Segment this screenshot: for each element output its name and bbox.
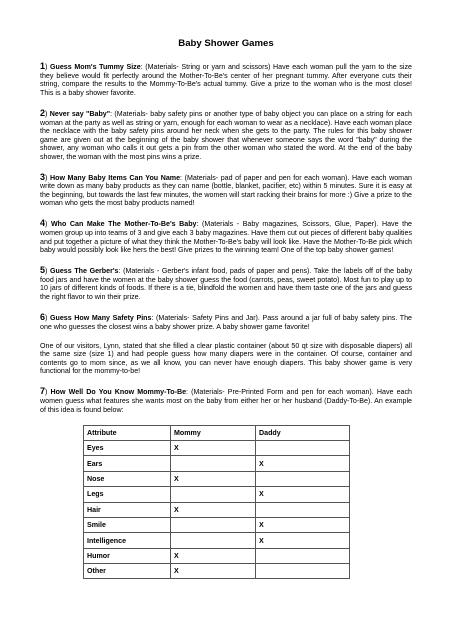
game-6 bbox=[40, 312, 412, 331]
game-heading: Who Can Make The Mother-To-Be's Baby bbox=[50, 220, 197, 229]
daddy-cell bbox=[256, 440, 350, 455]
attribute-cell: Eyes bbox=[84, 440, 171, 455]
daddy-cell: X bbox=[256, 517, 350, 532]
header-daddy: Daddy bbox=[256, 425, 350, 440]
attribute-cell: Legs bbox=[84, 487, 171, 502]
attribute-cell: Intelligence bbox=[84, 533, 171, 548]
attribute-cell: Other bbox=[84, 564, 171, 579]
table-row bbox=[84, 533, 350, 548]
game-body: : (Materials - Baby magazines, Scissors, Glue, Paper). Have the women group up into teams of 3 and give each 3 baby magazines. Have them cut out pieces of different baby qualities and put together a picture of what they think the Mother-To-Be's baby will look like. Have the Mother-To-Be pick which baby would possibly look like hers the best! Give prizes to the winning team! One of the top baby shower games! bbox=[40, 220, 412, 255]
mommy-cell bbox=[171, 487, 256, 502]
daddy-cell: X bbox=[256, 487, 350, 502]
game-body: : (Materials- Pre-Printed Form and pen for each woman). Have each women guess what features she wants most on the baby from either her or her husband (Daddy-To-Be). An example of this idea is found below: bbox=[40, 388, 412, 414]
game-7 bbox=[40, 386, 412, 414]
game-number-suffix: ) bbox=[45, 220, 51, 229]
daddy-cell bbox=[256, 502, 350, 517]
table-row bbox=[84, 502, 350, 517]
mommy-cell bbox=[171, 533, 256, 548]
daddy-cell bbox=[256, 471, 350, 486]
game-number-suffix: ) bbox=[45, 109, 50, 118]
table-row bbox=[84, 440, 350, 455]
game-number-suffix: ) bbox=[45, 267, 51, 276]
game-heading: Guess Mom's Tummy Size bbox=[50, 63, 141, 71]
game-number: 5 bbox=[40, 265, 46, 276]
game-number-suffix: ) bbox=[45, 388, 51, 397]
game-number: 2 bbox=[40, 107, 46, 118]
game-heading: How Many Baby Items Can You Name bbox=[49, 173, 181, 182]
game-number-suffix: ) bbox=[45, 63, 51, 71]
mommy-cell: X bbox=[171, 440, 256, 455]
game-1 bbox=[40, 61, 412, 97]
header-attribute: Attribute bbox=[84, 425, 171, 440]
table-row bbox=[84, 564, 350, 579]
game-heading: How Well Do You Know Mommy-To-Be bbox=[50, 388, 187, 397]
game-number: 1 bbox=[40, 61, 46, 71]
game-heading: Never say "Baby" bbox=[49, 109, 111, 118]
game-5 bbox=[40, 265, 412, 301]
game-3 bbox=[40, 172, 412, 208]
game-number: 4 bbox=[40, 218, 46, 229]
daddy-cell bbox=[256, 548, 350, 563]
table-row bbox=[84, 517, 350, 532]
mommy-cell: X bbox=[171, 471, 256, 486]
table-row bbox=[84, 548, 350, 563]
daddy-cell bbox=[256, 564, 350, 579]
visitor-note: One of our visitors, Lynn, stated that she filled a clear plastic container (about 50 qt size with disposable diapers) all the same size (size 1) and had people guess how many diapers were in the container. Of course, container and contents go to mom since, as we all know, you can never have enough diapers. This baby shower game is very functional for the mommy-to-be! bbox=[40, 341, 412, 376]
table-row bbox=[84, 471, 350, 486]
attribute-cell: Nose bbox=[84, 471, 171, 486]
game-heading: Guess How Many Safety Pins bbox=[49, 313, 152, 322]
game-body: : (Materials- baby safety pins or another type of baby object you can place on a string for each woman at the party as well as string or yarn, enough for each woman to wear as a necklace). Have each woman place the necklace with the baby safety pins around her neck when she gets to the party. The rules for this baby shower game are given out at the beginning of the baby shower that whenever someone says the word "baby" during the shower, any woman who calls it out gets a pin from the other woman who stated the word. At the end of the baby shower, the woman with the most pins wins a prize. bbox=[40, 109, 412, 161]
attribute-cell: Humor bbox=[84, 548, 171, 563]
mommy-cell: X bbox=[171, 564, 256, 579]
table-row bbox=[84, 456, 350, 471]
game-number-suffix: ) bbox=[45, 173, 50, 182]
mommy-cell bbox=[171, 517, 256, 532]
game-number: 3 bbox=[40, 171, 46, 182]
game-body: : (Materials- String or yarn and scissors) Have each woman pull the yarn to the size they believe would fit perfectly around the Mother-To-Be's center of her pregnant tummy. After everyone cuts their string, compare the results to the Mommy-To-Be's actual tummy. Give a prize to the woman who is the most close! This is a baby shower favorite. bbox=[40, 63, 412, 97]
game-number: 6 bbox=[40, 311, 46, 322]
mommy-cell: X bbox=[171, 502, 256, 517]
attribute-cell: Hair bbox=[84, 502, 171, 517]
game-body: : (Materials- pad of paper and pen for each woman). Have each woman write down as many baby products as they can name (bottle, blanket, pacifier, etc) within 5 minutes. Sure it is easy at the beginning, but towards the last few minutes, the women will start racking their brains for more :) Give a prize to the woman who gets the most baby products named! bbox=[40, 173, 412, 208]
table-row bbox=[84, 487, 350, 502]
mommy-cell bbox=[171, 456, 256, 471]
header-mommy: Mommy bbox=[171, 425, 256, 440]
attribute-cell: Ears bbox=[84, 456, 171, 471]
game-4 bbox=[40, 218, 412, 254]
game-number: 7 bbox=[40, 386, 46, 397]
attribute-table bbox=[83, 425, 350, 580]
game-body: : (Materials - Gerber's infant food, pads of paper and pens). Take the labels off of the baby food jars and have the women at the baby shower guess the food (carrots, peas, sweet potato). Most fun to play up to 10 jars of different kinds of foods. If there is a tie, blindfold the women and have them taste one of the jars and guess the right flavor to win their prize. bbox=[40, 267, 412, 301]
game-2 bbox=[40, 108, 412, 161]
table-header-row bbox=[84, 425, 350, 440]
game-body: : (Materials- Safety Pins and Jar). Pass around a jar full of baby safety pins. The one who guesses the closest wins a baby shower prize. A baby shower game favorite! bbox=[40, 313, 412, 331]
document-title: Baby Shower Games bbox=[178, 38, 274, 49]
daddy-cell: X bbox=[256, 456, 350, 471]
mommy-cell: X bbox=[171, 548, 256, 563]
daddy-cell: X bbox=[256, 533, 350, 548]
game-heading: Guess The Gerber's bbox=[50, 267, 119, 276]
game-number-suffix: ) bbox=[45, 313, 50, 322]
attribute-cell: Smile bbox=[84, 517, 171, 532]
